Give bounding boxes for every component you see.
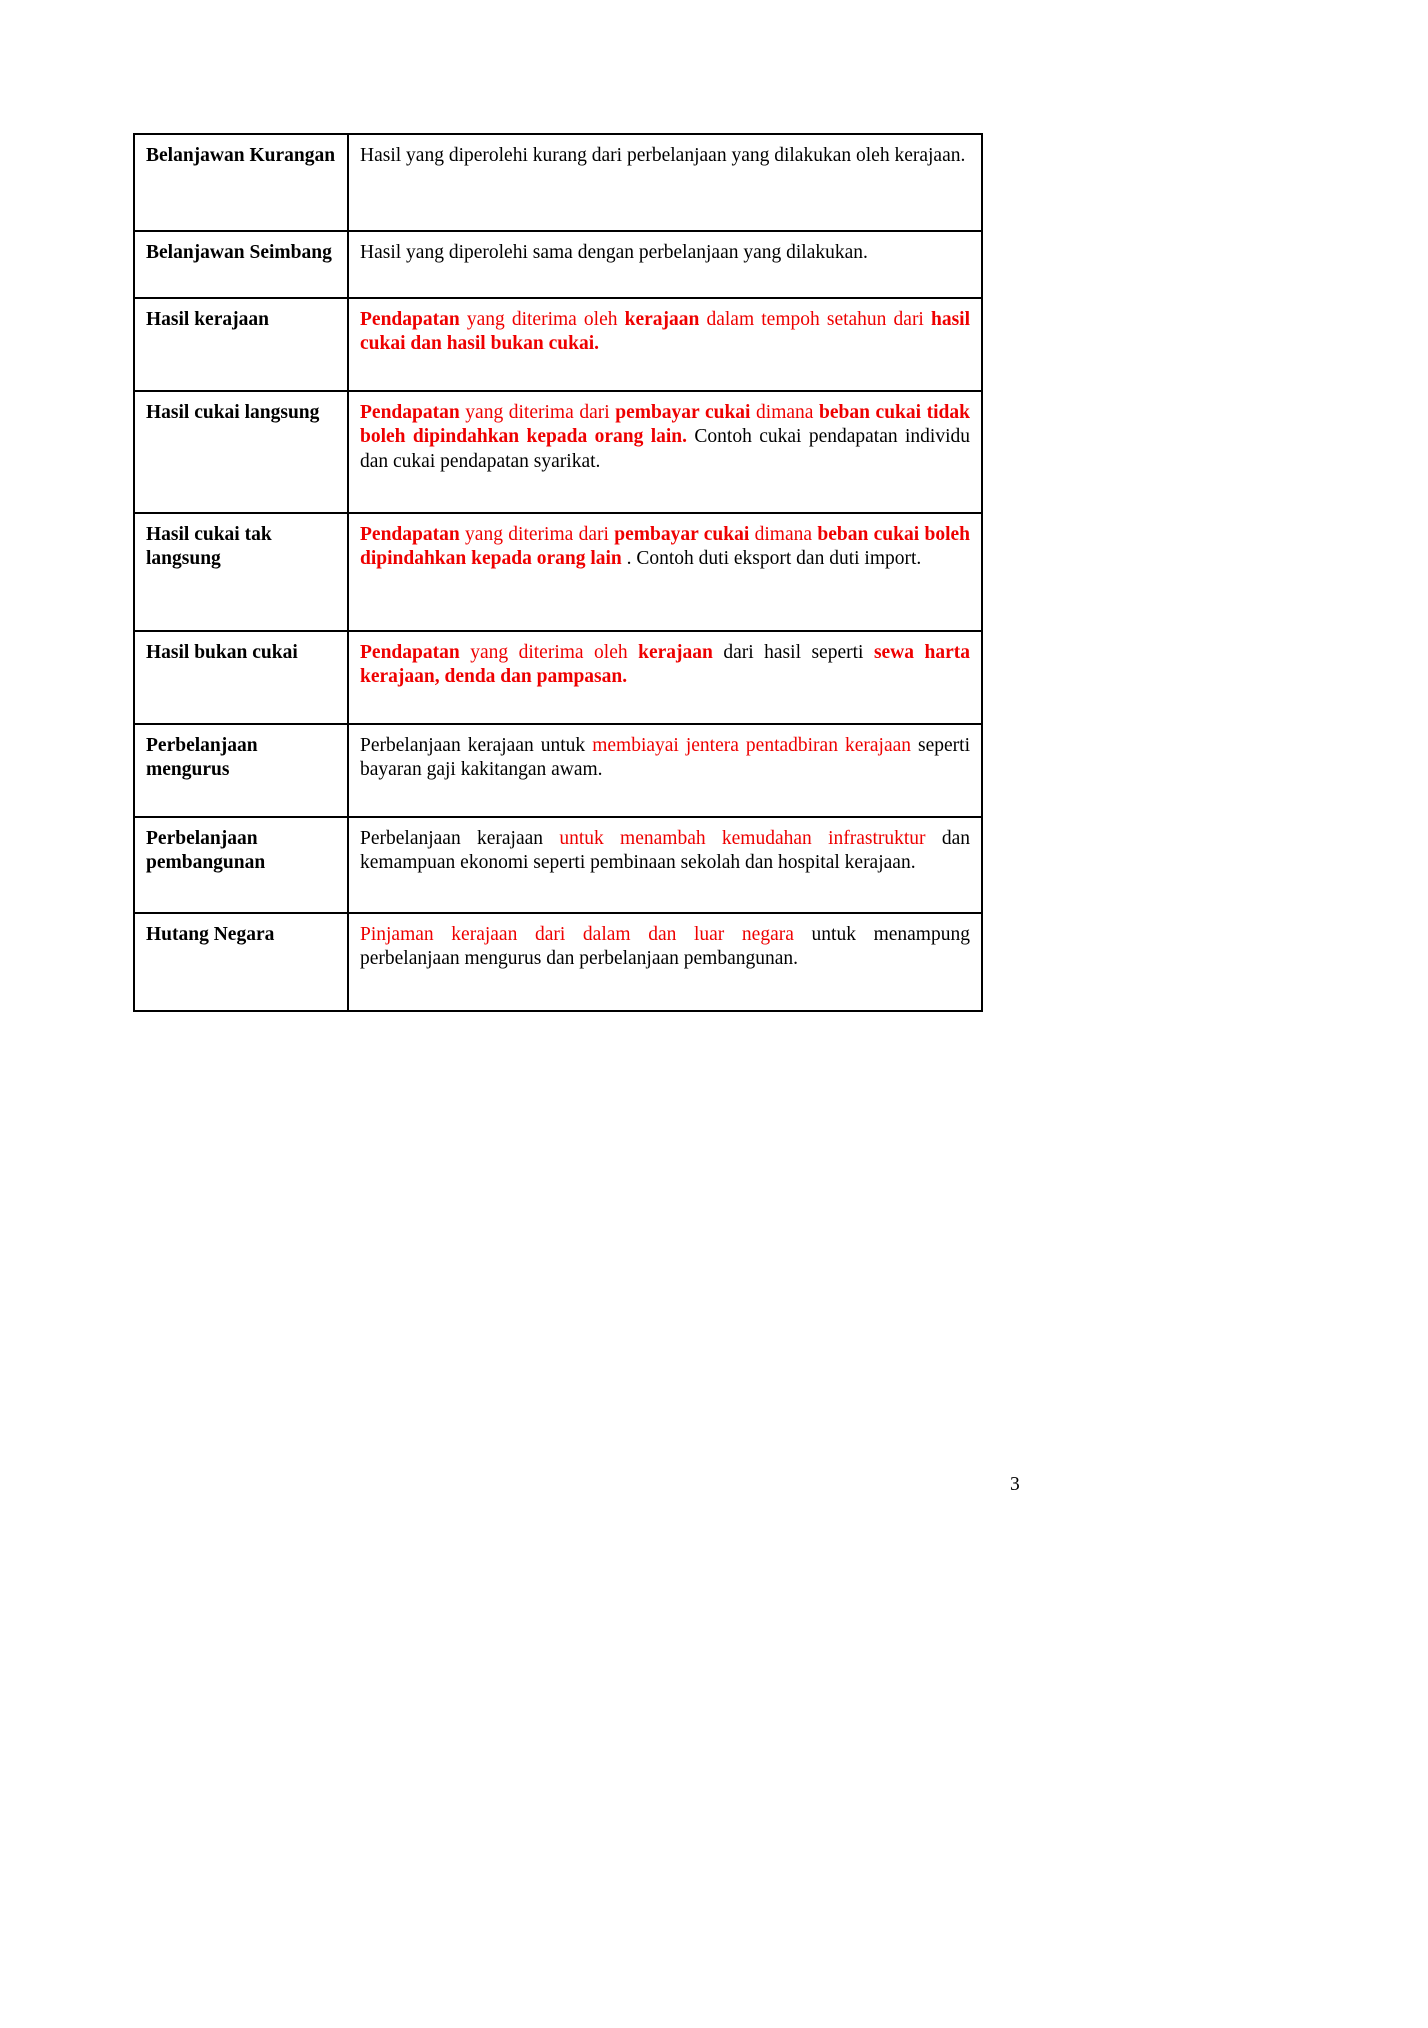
- text-segment: Contoh cukai pendapatan individu dan cukai pendapatan syarikat.: [360, 426, 970, 472]
- term-cell: Belanjawan Seimbang: [134, 231, 348, 298]
- definition-cell: [348, 134, 982, 231]
- text-segment: untuk menampung perbelanjaan mengurus dan perbelanjaan pembangunan.: [360, 924, 970, 970]
- table-row: [134, 724, 982, 817]
- text-segment: yang diterima dari: [459, 402, 616, 423]
- text-segment: yang diterima oleh: [459, 309, 625, 330]
- text-segment: Perbelanjaan kerajaan: [360, 828, 560, 849]
- text-segment: dan kemampuan ekonomi seperti pembinaan sekolah dan hospital kerajaan.: [360, 828, 970, 874]
- text-segment: pembayar cukai: [615, 402, 751, 423]
- text-segment: Pendapatan: [360, 642, 460, 663]
- text-segment: seperti bayaran gaji kakitangan awam.: [360, 735, 970, 781]
- definition-cell: [348, 724, 982, 817]
- text-segment: hasil cukai dan hasil bukan cukai.: [360, 309, 970, 355]
- text-segment: . Contoh duti eksport dan duti import.: [621, 548, 922, 570]
- text-segment: Pendapatan: [360, 309, 460, 330]
- text-segment: yang diterima oleh: [459, 642, 639, 663]
- term-cell: Hasil bukan cukai: [134, 631, 348, 724]
- term-cell: Hasil cukai tak langsung: [134, 513, 348, 631]
- definition-cell: [348, 391, 982, 513]
- definition-cell: [348, 513, 982, 631]
- table-row: [134, 817, 982, 913]
- term-cell: Hasil kerajaan: [134, 298, 348, 391]
- term-cell: Hutang Negara: [134, 913, 348, 1011]
- text-segment: Pendapatan: [360, 402, 460, 423]
- text-segment: untuk menambah kemudahan infrastruktur: [559, 828, 926, 849]
- term-cell: Perbelanjaan mengurus: [134, 724, 348, 817]
- text-segment: membiayai jentera pentadbiran kerajaan: [592, 735, 911, 756]
- text-segment: beban cukai boleh dipindahkan kepada orang lain: [360, 524, 970, 570]
- text-segment: dimana: [750, 402, 820, 423]
- text-segment: Pendapatan: [360, 524, 460, 545]
- page-number: 3: [1010, 1474, 1020, 1495]
- text-segment: dari hasil seperti: [712, 642, 874, 663]
- text-segment: beban cukai tidak boleh dipindahkan kepada orang lain.: [360, 402, 970, 448]
- table-row: [134, 391, 982, 513]
- definition-cell: [348, 631, 982, 724]
- table-row: [134, 631, 982, 724]
- definitions-table: [133, 133, 983, 1012]
- text-segment: kerajaan: [638, 642, 713, 663]
- text-segment: Hasil yang diperolehi sama dengan perbelanjaan yang dilakukan.: [360, 242, 868, 263]
- text-segment: Pinjaman kerajaan dari dalam dan luar negara: [360, 924, 794, 945]
- text-segment: sewa harta kerajaan, denda dan pampasan.: [360, 642, 970, 688]
- term-cell: Belanjawan Kurangan: [134, 134, 348, 231]
- definition-cell: [348, 231, 982, 298]
- text-segment: dalam tempoh setahun dari: [699, 309, 931, 330]
- text-segment: dimana: [749, 524, 818, 545]
- definition-cell: [348, 298, 982, 391]
- definition-cell: [348, 817, 982, 913]
- table-row: [134, 513, 982, 631]
- table-body: [134, 134, 982, 1011]
- text-segment: Perbelanjaan kerajaan untuk: [360, 735, 593, 756]
- text-segment: yang diterima dari: [459, 524, 615, 545]
- text-segment: Hasil yang diperolehi kurang dari perbelanjaan yang dilakukan oleh kerajaan.: [360, 145, 966, 166]
- table-row: [134, 913, 982, 1011]
- definition-cell: [348, 913, 982, 1011]
- text-segment: pembayar cukai: [614, 524, 750, 545]
- table-row: [134, 231, 982, 298]
- text-segment: kerajaan: [624, 309, 700, 330]
- table-row: [134, 298, 982, 391]
- table-row: [134, 134, 982, 231]
- term-cell: Hasil cukai langsung: [134, 391, 348, 513]
- term-cell: Perbelanjaan pembangunan: [134, 817, 348, 913]
